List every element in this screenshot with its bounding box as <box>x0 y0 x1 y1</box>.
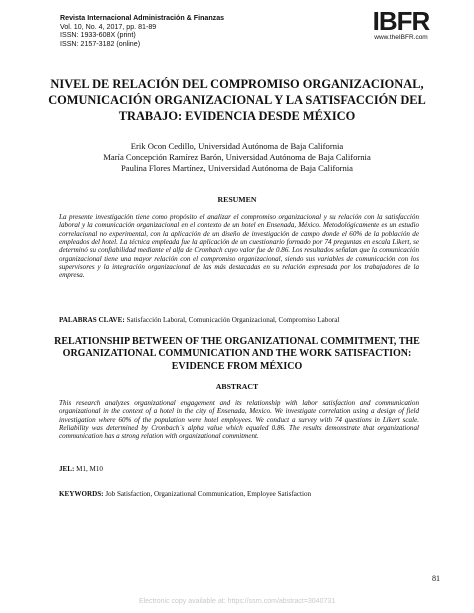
palabras-clave-value: Satisfacción Laboral, Comunicación Organizacional, Compromiso Laboral <box>126 316 340 324</box>
author-line: María Concepción Ramírez Barón, Universidad Autónoma de Baja California <box>103 152 371 162</box>
jel-value: M1, M10 <box>76 465 103 473</box>
journal-issn-print: ISSN: 1933-608X (print) <box>60 31 136 40</box>
logo-url: www.theIBFR.com <box>374 34 428 41</box>
ibfr-logo <box>369 8 433 42</box>
ssrn-footer-note: Electronic copy available at: https://ssrn.com/abstract=3040731 <box>138 598 336 605</box>
author-line: Paulina Flores Martínez, Universidad Autónoma de Baja California <box>121 163 353 173</box>
author-list <box>40 141 434 174</box>
jel-label: JEL: <box>59 465 75 473</box>
page-number: 81 <box>432 574 440 583</box>
abstract-heading: ABSTRACT <box>215 382 259 391</box>
journal-name: Revista Internacional Administración & Finanzas <box>60 14 225 22</box>
abstract-text: This research analyzes organizational engagement and its relationship with labor satisfaction and communication organizational in the context of a hotel in the city of Ensenada, Mexico. We investigate correlation using a design of field investigation where 60% of the population were hotel employees. We conduct a survey with 74 questions in Likert scale. Reliability was determined by Cronbach´s alpha value which equaled 0.86. The results demonstrate that organizational communication has a strong relation with organizational commitment. <box>59 399 419 441</box>
article-title-es: NIVEL DE RELACIÓN DEL COMPROMISO ORGANIZACIONAL, COMUNICACIÓN ORGANIZACIONAL Y LA SATISFACCIÓN DEL TRABAJO: EVIDENCIA DESDE MÉXICO <box>48 77 426 123</box>
journal-issn-online: ISSN: 2157-3182 (online) <box>60 39 141 48</box>
palabras-clave-label: PALABRAS CLAVE: <box>59 316 125 324</box>
article-title-en: RELATIONSHIP BETWEEN OF THE ORGANIZATIONAL COMMITMENT, THE ORGANIZATIONAL COMMUNICATION AND THE WORK SATISFACTION: EVIDENCE FROM MÉXICO <box>54 336 420 372</box>
palabras-clave <box>59 316 429 325</box>
resumen-heading: RESUMEN <box>217 195 257 204</box>
journal-info <box>60 14 300 48</box>
jel-codes <box>59 465 429 474</box>
keywords-value: Job Satisfaction, Organizational Communication, Employee Satisfaction <box>105 490 312 498</box>
author-line: Erik Ocon Cedillo, Universidad Autónoma de Baja California <box>130 141 344 151</box>
logo-mark: IBFR <box>372 6 430 36</box>
journal-volume: Vol. 10, No. 4, 2017, pp. 81-89 <box>60 22 157 31</box>
keywords <box>59 490 429 499</box>
resumen-text: La presente investigación tiene como propósito el analizar el compromiso organizacional y su relación con la satisfacción laboral y la comunicación organizacional en el contexto de un hotel en Ensenada, México. Metodológicamente es un estudio correlacional no experimental, con la aplicación de un diseño de investigación de campo donde el 60% de la población de empleados del hotel. La técnica empleada fue la aplicación de un cuestionario formado por 74 preguntas en escala Likert, se determinó su confiabilidad mediante el alfa de Cronbach cuyo valor fue de 0.86. Los resultados señalan que la comunicación organizacional tiene una mayor relación con el compromiso organizacional, siendo sus variables de comunicación con los supervisores y la integración organizacional de las más destacadas en su relación expresada por los trabajadores de la empresa. <box>59 213 419 280</box>
keywords-label: KEYWORDS: <box>59 490 104 498</box>
